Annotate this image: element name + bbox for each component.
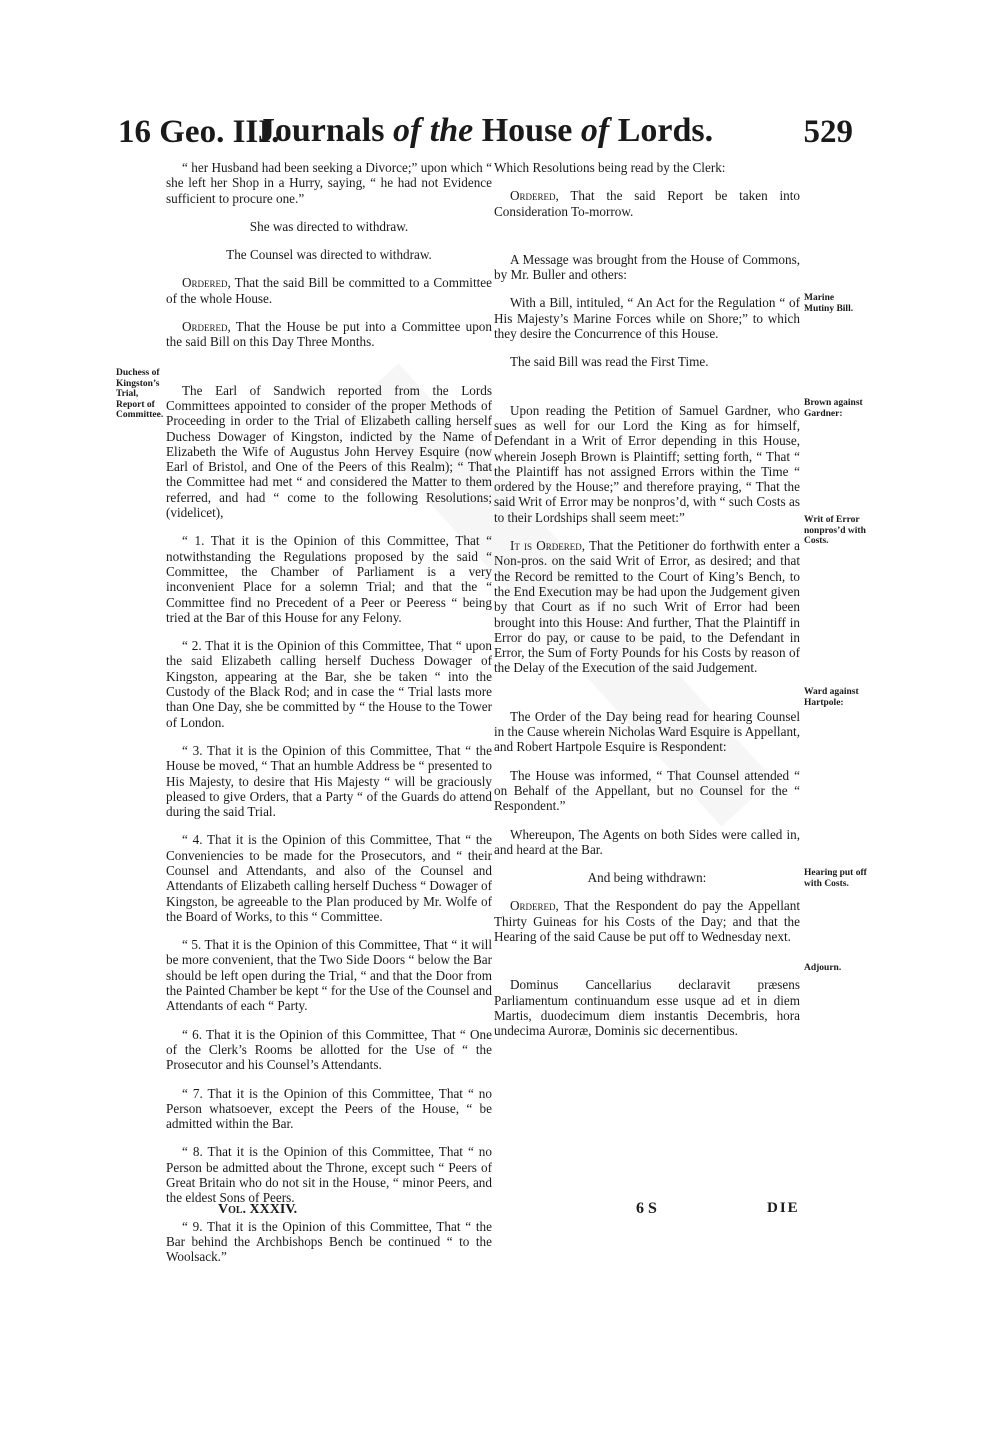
title-part: Journals [257, 112, 393, 149]
ordered-text: , That the Petitioner do forthwith enter a Non-pros. on the said Writ of Error, as desired; and that the Record be remitted to the Court of King’s Bench, to the End Execution may be had upon the Judgement given by that Court as if no such Writ of Error had been brought into this House: And further, That the Plaintiff in Error do pay, or cause to be paid, to the Defendant in Error, the Sum of Forty Pounds for his Costs by reason of the Delay of the Execution of the said Judgement. [494, 538, 800, 676]
ordered-lead: Ordered [182, 275, 228, 291]
ordered-text: , That the said Bill be committed to a Committee of the whole House. [166, 275, 492, 306]
paragraph: She was directed to withdraw. [249, 218, 409, 234]
resolution-1: “ 1. That it is the Opinion of this Committee, That “ notwithstanding the Regulations proposed by the said “ Committee, the Chamber of Parliament is a very inconvenient Place for a solemn Trial; and that the “ Committee find no Precedent of a Peer or Peeress “ being tried at the Bar of this House for any Felony. [166, 533, 492, 625]
resolution-8: “ 8. That it is the Opinion of this Committee, That “ no Person be admitted about the Throne, except such “ Peers of Great Britain who do not sit in the House, “ minor Peers, and the eldest Sons of Peers. [166, 1144, 492, 1206]
ordered-lead: It is Ordered [510, 538, 582, 554]
paragraph: Whereupon, The Agents on both Sides were called in, and heard at the Bar. [494, 826, 800, 857]
page-header [118, 112, 853, 156]
paragraph: The House was informed, “ That Counsel attended “ on Behalf of the Appellant, but no Counsel for the “ Respondent.” [494, 767, 800, 814]
title-part-italic: of [580, 112, 610, 149]
title-part-italic: of the [392, 112, 474, 149]
margin-note-kingston: Duchess of Kingston’s Trial, Report of Committee. [116, 368, 164, 420]
paragraph: Which Resolutions being read by the Clerk: [494, 160, 726, 175]
resolution-5: “ 5. That it is the Opinion of this Committee, That “ it will be more convenient, that the Two Side Doors “ below the Bar should be left open during the Trial, “ and that the Door from the Painted Chamber be kept “ for the Use of the Counsel and Attendants of each “ Party. [166, 937, 492, 1014]
paragraph [494, 898, 800, 944]
paragraph [166, 319, 492, 350]
paragraph [166, 275, 492, 306]
paragraph: The Order of the Day being read for hearing Counsel in the Cause wherein Nicholas Ward Esquire is Appellant, and Robert Hartpole Esquire is Respondent: [494, 708, 800, 755]
paragraph: The said Bill was read the First Time. [510, 354, 709, 370]
journal-title [118, 112, 853, 150]
adjournment-paragraph: Dominus Cancellarius declaravit præsens Parliamentum continuandum esse usque ad et in diem Martis, duodecimum diem instantis Decembris, hora undecima Auroræ, Dominis sic decernentibus. [494, 977, 800, 1039]
margin-note-brown: Brown against Gardner: [804, 398, 863, 419]
ordered-lead: Ordered [510, 898, 556, 914]
volume-label: Vol. XXXIV. [218, 1202, 298, 1217]
resolution-6: “ 6. That it is the Opinion of this Committee, That “ One of the Clerk’s Rooms be allotted for the Use of “ the Prosecutor and his Counsel’s Attendants. [166, 1026, 492, 1073]
ordered-text: , That the House be put into a Committee upon the said Bill on this Day Three Months. [166, 319, 492, 350]
ordered-lead: Ordered [510, 188, 556, 204]
report-paragraph: The Earl of Sandwich reported from the Lords Committees appointed to consider of the proper Methods of Proceeding in order to the Trial of Elizabeth calling herself Duchess Dowager of Kingston, indicted by the Name of Elizabeth the Wife of Augustus John Hervey Esquire (now Earl of Bristol, and One of the Peers of this Realm); “ That the Committee had met “ and considered the Matter to them referred, and had “ come to the following Resolutions; (videlicet), [166, 382, 492, 521]
signature-mark: 6 S [636, 1200, 657, 1217]
left-column [166, 160, 492, 1278]
margin-note-ward: Ward against Hartpole: [804, 687, 859, 708]
paragraph [494, 538, 800, 676]
paragraph: The Counsel was directed to withdraw. [226, 247, 432, 263]
regnal-year: 16 Geo. III. [118, 114, 280, 150]
margin-note-writ: Writ of Error nonpros’d with Costs. [804, 515, 866, 546]
title-part: House [473, 112, 581, 149]
paragraph: “ her Husband had been seeking a Divorce;” upon which “ she left her Shop in a Hurry, saying, “ he had not Evidence sufficient to procure one.” [166, 160, 492, 206]
margin-note-adjourn: Adjourn. [804, 963, 842, 973]
ordered-lead: Ordered [182, 319, 228, 335]
title-part: Lords. [609, 112, 714, 149]
resolution-7: “ 7. That it is the Opinion of this Committee, That “ no Person whatsoever, except the Peers of the House, “ be admitted within the Bar. [166, 1085, 492, 1132]
paragraph: Upon reading the Petition of Samuel Gardner, who sues as well for our Lord the King as for himself, Defendant in a Writ of Error depending in this House, wherein Joseph Brown is Plaintiff; setting forth, “ That “ the Plaintiff has not assigned Errors within the Time “ ordered by the House;” and therefore praying, “ That the said Writ of Error may be nonpros’d, with “ such Costs as to their Lordships shall seem meet:” [494, 402, 800, 525]
paragraph: And being withdrawn: [587, 870, 707, 886]
paragraph: With a Bill, intituled, “ An Act for the Regulation “ of His Majesty’s Marine Forces while on Shore;” to which they desire the Concurrence of this House. [494, 295, 800, 342]
ordered-text: , That the said Report be taken into Consideration To-morrow. [494, 188, 800, 219]
resolution-3: “ 3. That it is the Opinion of this Committee, That “ the House be moved, “ That an humble Address be “ presented to His Majesty, to desire that His Majesty “ will be graciously pleased to give Orders, that a Party “ of the Guards do attend during the said Trial. [166, 742, 492, 820]
ordered-text: , That the Respondent do pay the Appellant Thirty Guineas for his Costs of the Day; and that the Hearing of the said Cause be put off to Wednesday next. [494, 898, 800, 944]
resolution-2: “ 2. That it is the Opinion of this Committee, That “ upon the said Elizabeth calling herself Duchess Dowager of Kingston, appearing at the Bar, she be taken “ into the Custody of the Black Rod; and in case the “ Trial lasts more than One Day, she be committed by “ the House to the Tower of London. [166, 638, 492, 730]
resolution-9: “ 9. That it is the Opinion of this Committee, That “ the Bar behind the Archbishops Bench be continued “ to the Woolsack.” [166, 1218, 492, 1265]
margin-note-hearing: Hearing put off with Costs. [804, 868, 867, 889]
catchword: DIE [767, 1200, 800, 1216]
paragraph: A Message was brought from the House of Commons, by Mr. Buller and others: [494, 251, 800, 283]
right-column [494, 160, 800, 1051]
margin-note-marine: Marine Mutiny Bill. [804, 293, 854, 314]
resolution-4: “ 4. That it is the Opinion of this Committee, That “ the Conveniencies to be made for the Prosecutors, and “ their Counsel and Attendants, and also of the Counsel and Attendants of Elizabeth calling herself Duchess “ Dowager of Kingston, be agreeable to the Plan produced by Mr. Wolfe of the Board of Works, to this “ Committee. [166, 832, 492, 924]
paragraph [494, 188, 800, 219]
page-number: 529 [803, 114, 853, 150]
